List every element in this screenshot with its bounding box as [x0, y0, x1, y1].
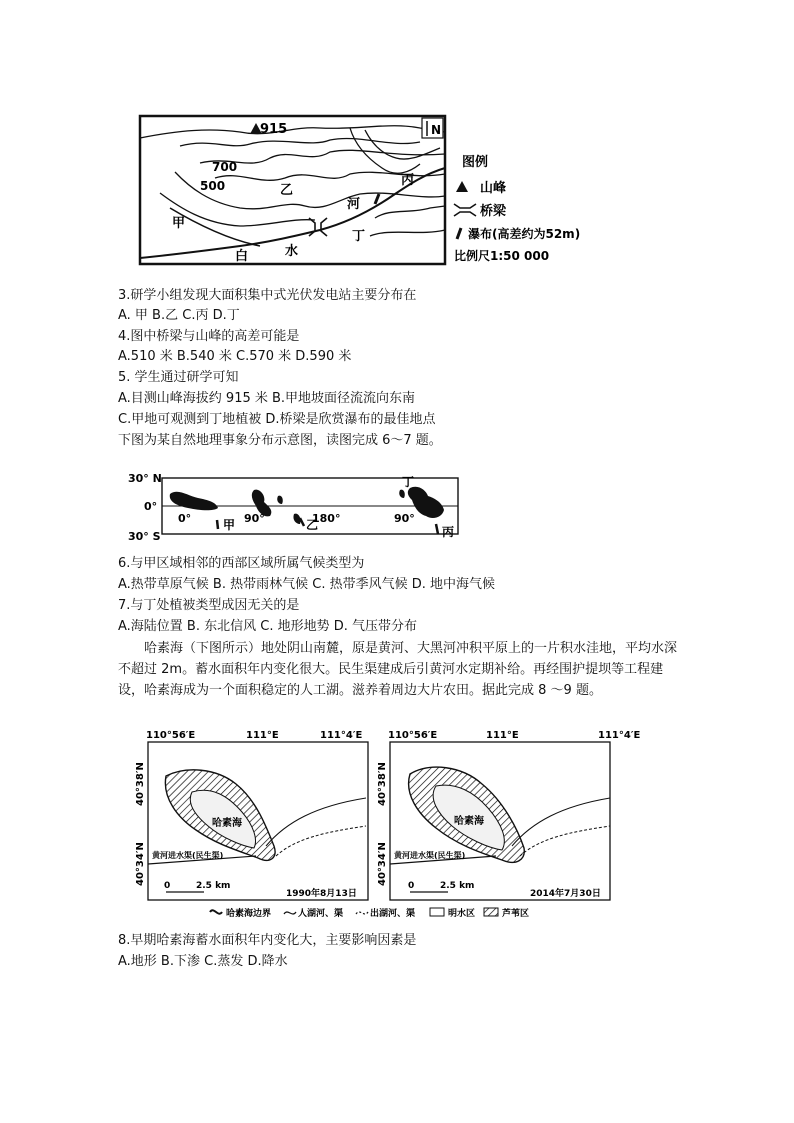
lon2-label-right: 111°E: [486, 730, 519, 741]
date-left: 1990年8月13日: [286, 889, 357, 899]
q5-stem: 5. 学生通过研学可知: [118, 370, 239, 385]
lon1-label-right: 110°56′E: [388, 730, 438, 741]
legend-peak-icon: [456, 181, 468, 192]
q8-stem: 8.早期哈素海蓄水面积年内变化大，主要影响因素是: [118, 933, 417, 948]
lon3-label-right: 111°4′E: [598, 730, 641, 741]
lat1-label-right: 40°38′N: [377, 762, 388, 806]
river-bai-label: 白: [235, 249, 249, 264]
lon-180-label: 180°: [312, 512, 341, 525]
legend-border-label: 哈素海边界: [226, 909, 272, 919]
lon-90w-label: 90°: [394, 512, 415, 525]
legend-bridge-icon: [454, 204, 476, 216]
legend-reed-icon: [484, 908, 498, 916]
lat2-label-right: 40°34′N: [377, 842, 388, 886]
bridge-icon: [309, 218, 327, 236]
lat-30s-label: 30° S: [128, 530, 161, 543]
place-bing-label: 丙: [401, 173, 415, 188]
contour-map: [120, 108, 590, 268]
legend-border-icon: [210, 910, 222, 913]
lon-0-label: 0°: [178, 512, 192, 525]
river-shui-label: 水: [285, 244, 299, 259]
legend-open-label: 明水区: [448, 909, 476, 919]
contour-700-label: 700: [212, 160, 238, 174]
lat-0-label: 0°: [144, 500, 158, 513]
lat2-label-left: 40°34′N: [135, 842, 146, 886]
lon1-label-left: 110°56′E: [146, 730, 196, 741]
scale-0-left: 0: [164, 881, 171, 891]
peak-label: 915: [260, 122, 288, 137]
canal-label-right: 黄河进水渠(民生渠): [394, 851, 466, 860]
scale-km-right: 2.5 km: [440, 881, 475, 891]
lake-map: [126, 726, 686, 922]
marker-jia: [217, 520, 218, 529]
contour-500-label: 500: [200, 179, 226, 193]
legend-reed-label: 芦苇区: [502, 909, 530, 919]
lat1-label-left: 40°38′N: [135, 762, 146, 806]
scale-0-right: 0: [408, 881, 415, 891]
q3-stem: 3.研学小组发现大面积集中式光伏发电站主要分布在: [118, 288, 417, 303]
q7-options: A.海陆位置 B. 东北信风 C. 地形地势 D. 气压带分布: [118, 619, 417, 634]
river-he-label: 河: [347, 197, 361, 212]
q6-options: A.热带草原气候 B. 热带雨林气候 C. 热带季风气候 D. 地中海气候: [118, 577, 495, 592]
place-yi-label: 乙: [306, 518, 319, 532]
q3-options: A. 甲 B.乙 C.丙 D.丁: [118, 308, 240, 323]
legend-waterfall-label: 瀑布(高差约为52m): [468, 227, 581, 241]
marker-yi: [300, 518, 304, 526]
lon3-label-left: 111°4′E: [320, 730, 363, 741]
marker-bing: [436, 524, 438, 534]
legend-in-label: 人湖河、渠: [298, 909, 344, 919]
legend-title: 图例: [462, 155, 489, 170]
map-scale-label: 比例尺1:50 000: [454, 249, 550, 263]
legend-out-icon: [356, 912, 368, 914]
waterfall-icon: [375, 194, 379, 204]
place-ding-label: 丁: [402, 475, 415, 489]
legend-peak-label: 山峰: [480, 181, 507, 196]
scale-km-left: 2.5 km: [196, 881, 231, 891]
passage-paragraph: 哈素海（下图所示）地处阴山南麓，原是黄河、大黑河冲积平原上的一片积水洼地，平均水深不超过 2m。蓄水面积年内变化很大。民生渠建成后引黄河水定期补给。再经围护提坝等工程建设，哈素海成为一个面积稳定的人工湖。滋养着周边大片农田。据此完成 8 ～9 题。: [118, 641, 678, 698]
legend-in-icon: [284, 912, 296, 914]
legend-open-icon: [430, 908, 444, 916]
q5-options-2: C.甲地可观测到丁地植被 D.桥梁是欣赏瀑布的最佳地点: [118, 412, 436, 427]
q6-stem: 6.与甲区域相邻的西部区域所属气候类型为: [118, 556, 365, 571]
legend-out-label: 出湖河、渠: [370, 909, 416, 919]
q4-options: A.510 米 B.540 米 C.570 米 D.590 米: [118, 349, 352, 364]
q5-options-1: A.目测山峰海拔约 915 米 B.甲地坡面径流流向东南: [118, 391, 416, 406]
place-ding-label: 丁: [352, 229, 366, 244]
lat-30n-label: 30° N: [128, 472, 162, 485]
place-bing-label: 丙: [442, 525, 455, 539]
q8-options: A.地形 B.下渗 C.蒸发 D.降水: [118, 954, 288, 969]
north-label: N: [431, 123, 442, 137]
place-jia-label: 甲: [172, 216, 186, 231]
legend-waterfall-icon: [457, 228, 461, 239]
intro-6-7: 下图为某自然地理事象分布示意图，读图完成 6～7 题。: [118, 433, 442, 448]
region-blob-africa: [170, 492, 218, 511]
distribution-map: [126, 466, 466, 544]
lake-label-right: 哈素海: [454, 816, 484, 827]
lon2-label-left: 111°E: [246, 730, 279, 741]
lake-label-left: 哈素海: [212, 818, 242, 829]
place-jia-label: 甲: [223, 518, 236, 532]
place-yi-label: 乙: [280, 183, 294, 198]
q4-stem: 4.图中桥梁与山峰的高差可能是: [118, 329, 300, 344]
lon-90e-label: 90°: [244, 512, 265, 525]
date-right: 2014年7月30日: [530, 889, 601, 899]
legend-bridge-label: 桥梁: [480, 204, 507, 219]
q7-stem: 7.与丁处植被类型成因无关的是: [118, 598, 300, 613]
canal-label-left: 黄河进水渠(民生渠): [152, 851, 224, 860]
